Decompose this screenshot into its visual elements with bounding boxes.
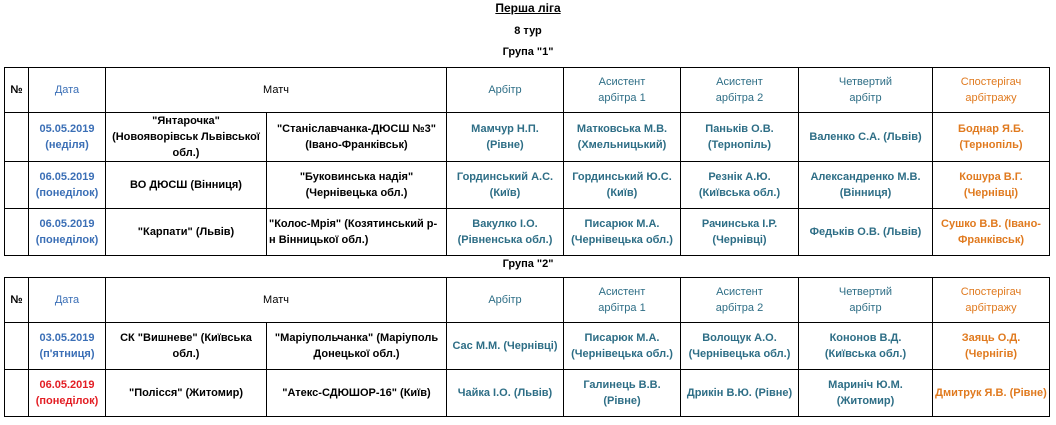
table-header-row <box>5 68 1050 113</box>
group1-title: Група "1" <box>502 46 554 58</box>
header-referee: Арбітр <box>447 68 564 113</box>
home-team: "Карпати" (Львів) <box>106 209 267 256</box>
match-date: 06.05.2019 (понеділок) <box>29 209 106 256</box>
referee: Вакулко І.О. (Рівненська обл.) <box>447 209 564 256</box>
away-team: "Маріупольчанка" (Маріуполь Донецької обл.) <box>267 323 447 370</box>
assistant2: Паньків О.В. (Тернопіль) <box>681 113 799 162</box>
row-no <box>5 323 29 370</box>
header-assistant2: Асистент арбітра 2 <box>681 278 799 323</box>
referee: Гординський А.С. (Київ) <box>447 162 564 209</box>
match-date: 06.05.2019 (понеділок) <box>29 162 106 209</box>
fourth-official: Мариніч Ю.М. (Житомир) <box>799 370 933 417</box>
assistant2: Рачинська І.Р. (Чернівці) <box>681 209 799 256</box>
assistant2: Резнік А.Ю. (Київська обл.) <box>681 162 799 209</box>
observer: Дмитрук Я.В. (Рівне) <box>933 370 1050 417</box>
row-no <box>5 162 29 209</box>
assistant1: Матковська М.В. (Хмельницький) <box>564 113 681 162</box>
header-observer: Спостерігач арбітражу <box>933 278 1050 323</box>
row-no <box>5 113 29 162</box>
row-no <box>5 209 29 256</box>
referee: Сас М.М. (Чернівці) <box>447 323 564 370</box>
row-no <box>5 370 29 417</box>
referee: Чайка І.О. (Львів) <box>447 370 564 417</box>
assistant1: Галинець В.В. (Рівне) <box>564 370 681 417</box>
header-fourth: Четвертий арбітр <box>799 278 933 323</box>
league-title: Перша ліга <box>495 1 561 15</box>
header-date: Дата <box>29 68 106 113</box>
away-team: "Колос-Мрія" (Козятинський р- н Вінницької обл.) <box>267 209 447 256</box>
fourth-official: Федьків О.В. (Львів) <box>799 209 933 256</box>
observer: Боднар Я.Б. (Тернопіль) <box>933 113 1050 162</box>
home-team: ВО ДЮСШ (Вінниця) <box>106 162 267 209</box>
assistant2: Волощук А.О. (Чернівецька обл.) <box>681 323 799 370</box>
home-team: СК "Вишневе" (Київська обл.) <box>106 323 267 370</box>
match-date: 03.05.2019 (п'ятниця) <box>29 323 106 370</box>
group1-table <box>4 67 1050 256</box>
table-header-row <box>5 278 1050 323</box>
header-no: № <box>5 68 29 113</box>
group2-table <box>4 277 1050 417</box>
table-row <box>5 209 1050 256</box>
round-title: 8 тур <box>514 25 542 37</box>
header-no: № <box>5 278 29 323</box>
table-row <box>5 162 1050 209</box>
header-assistant1: Асистент арбітра 1 <box>564 278 681 323</box>
table-row <box>5 113 1050 162</box>
header-assistant1: Асистент арбітра 1 <box>564 68 681 113</box>
header-referee: Арбітр <box>447 278 564 323</box>
match-date: 06.05.2019 (понеділок) <box>29 370 106 417</box>
home-team: "Янтарочка" (Новояворівськ Львівської обл.) <box>106 113 267 162</box>
assistant1: Писарюк М.А. (Чернівецька обл.) <box>564 209 681 256</box>
table-row <box>5 370 1050 417</box>
header-match: Матч <box>106 278 447 323</box>
referee: Мамчур Н.П. (Рівне) <box>447 113 564 162</box>
home-team: "Полісся" (Житомир) <box>106 370 267 417</box>
header-assistant2: Асистент арбітра 2 <box>681 68 799 113</box>
header-observer: Спостерігач арбітражу <box>933 68 1050 113</box>
header-date: Дата <box>29 278 106 323</box>
header-match: Матч <box>106 68 447 113</box>
group2-title: Група "2" <box>502 258 554 270</box>
header-fourth: Четвертий арбітр <box>799 68 933 113</box>
match-date: 05.05.2019 (неділя) <box>29 113 106 162</box>
fourth-official: Кононов В.Д. (Київська обл.) <box>799 323 933 370</box>
away-team: "Станіславчанка-ДЮСШ №3" (Івано-Франківськ) <box>267 113 447 162</box>
fourth-official: Валенко С.А. (Львів) <box>799 113 933 162</box>
observer: Кошура В.Г. (Чернівці) <box>933 162 1050 209</box>
away-team: "Буковинська надія" (Чернівецька обл.) <box>267 162 447 209</box>
assistant1: Писарюк М.А. (Чернівецька обл.) <box>564 323 681 370</box>
observer: Сушко В.В. (Івано- Франківськ) <box>933 209 1050 256</box>
table-row <box>5 323 1050 370</box>
assistant1: Гординський Ю.С. (Київ) <box>564 162 681 209</box>
assistant2: Дрикін В.Ю. (Рівне) <box>681 370 799 417</box>
away-team: "Атекс-СДЮШОР-16" (Київ) <box>267 370 447 417</box>
observer: Заяць О.Д. (Чернігів) <box>933 323 1050 370</box>
fourth-official: Александренко М.В. (Вінниця) <box>799 162 933 209</box>
